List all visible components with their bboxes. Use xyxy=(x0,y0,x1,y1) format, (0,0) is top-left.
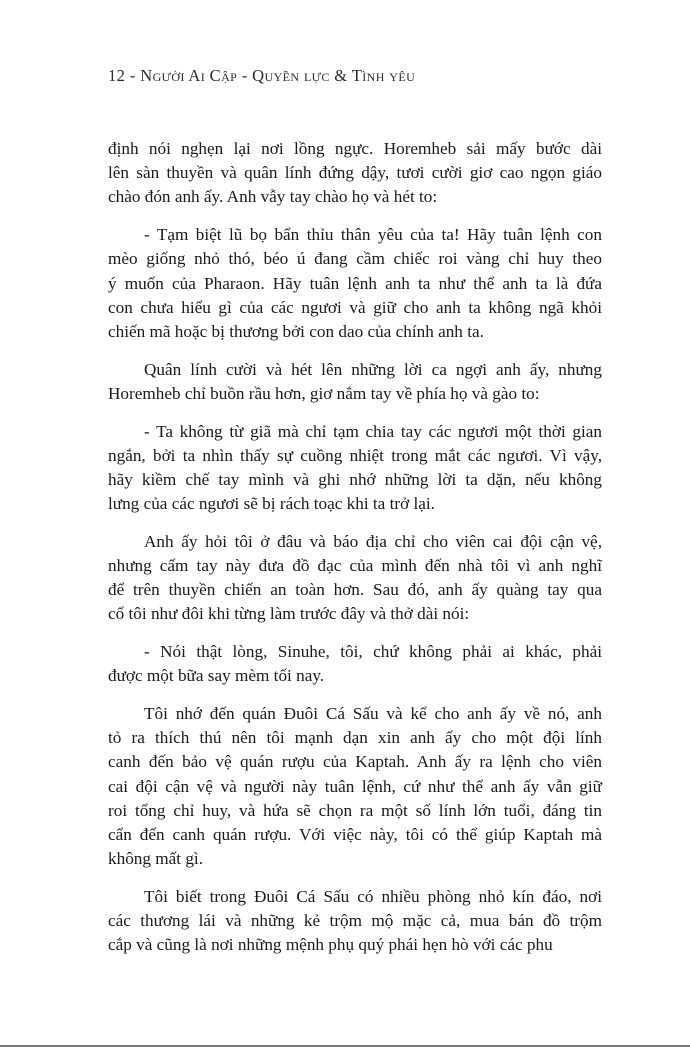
text-line: Anh ấy hỏi tôi ở đâu và báo địa chỉ cho viên cai đội cận vệ, xyxy=(144,531,602,551)
text-line: - Tạm biệt lũ bọ bẩn thỉu thân yêu của ta! Hãy tuân lệnh con xyxy=(144,225,602,245)
text-line: cổ tôi như đôi khi từng làm trước đây và thở dài nói: xyxy=(108,604,470,624)
text-line: chiến mã hoặc bị thương bởi con dao của chính anh ta. xyxy=(108,321,484,341)
text-line: mèo giống nhỏ thó, béo ú đang cầm chiếc roi vàng chỉ huy theo xyxy=(108,249,602,269)
paragraph xyxy=(108,223,602,344)
text-line: được một bữa say mèm tối nay. xyxy=(108,666,325,686)
text-line: chào đón anh ấy. Anh vẫy tay chào họ và hét to: xyxy=(108,187,438,207)
paragraph xyxy=(108,885,602,958)
text-line: lên sàn thuyền và quân lính đứng dậy, tươi cười giơ cao ngọn giáo xyxy=(108,163,602,183)
text-line: canh đến bảo vệ quán rượu của Kaptah. Anh ấy ra lệnh cho viên xyxy=(108,752,602,772)
paragraph xyxy=(108,137,602,210)
text-line: - Ta không từ giã mà chỉ tạm chia tay các ngươi một thời gian xyxy=(144,421,602,441)
text-line: Horemheb chỉ buồn rầu hơn, giơ nắm tay về phía họ và gào to: xyxy=(108,383,540,403)
text-line: hãy kiềm chế tay mình và ghi nhớ những lời ta dặn, nếu không xyxy=(108,469,602,489)
text-line: định nói nghẹn lại nơi lồng ngực. Horemheb sải mấy bước dài xyxy=(108,139,602,158)
text-line: Tôi biết trong Đuôi Cá Sấu có nhiều phòng nhỏ kín đáo, nơi xyxy=(144,886,602,906)
text-line: không mất gì. xyxy=(108,849,204,869)
page-number: 12 xyxy=(108,66,126,85)
text-line: cắp và cũng là nơi những mệnh phụ quý phái hẹn hò với các phu xyxy=(108,935,553,955)
text-line: nhưng cấm tay này đưa đồ đạc của mình đến nhà tôi vì anh nghĩ xyxy=(108,556,602,576)
body-text xyxy=(108,137,602,971)
text-line: Tôi nhớ đến quán Đuôi Cá Sấu và kể cho anh ấy về nó, anh xyxy=(144,704,602,724)
running-head xyxy=(108,66,415,86)
text-line: ngắn, bởi ta nhìn thấy sự cuồng nhiệt trong mắt các ngươi. Vì vậy, xyxy=(108,445,602,465)
paragraph xyxy=(108,640,602,688)
paragraph xyxy=(108,420,602,517)
bottom-rule xyxy=(0,1045,690,1047)
text-line: lưng của các ngươi sẽ bị rách toạc khi ta trở lại. xyxy=(108,494,435,514)
text-line: để trên thuyền chiến an toàn hơn. Sau đó, anh ấy quàng tay qua xyxy=(108,580,602,600)
text-line: các thương lái và những kẻ trộm mộ mặc cả, mua bán đồ trộm xyxy=(108,911,602,931)
text-line: - Nói thật lòng, Sinuhe, tôi, chứ không phải ai khác, phải xyxy=(144,642,602,662)
text-line: con chưa hiểu gì của các ngươi và giữ cho anh ta không ngã khỏi xyxy=(108,297,602,317)
paragraph xyxy=(108,358,602,406)
text-line: tỏ ra thích thú nên tôi mạnh dạn xin anh ấy cho một đội lính xyxy=(108,728,602,748)
text-line: cai đội cận vệ và người này tuân lệnh, cứ như thể anh ấy vẫn giữ xyxy=(108,776,602,796)
header-separator: - xyxy=(237,66,253,85)
text-line: ý muốn của Pharaon. Hãy tuân lệnh anh ta như thể anh ta là đứa xyxy=(108,273,602,293)
book-title: Người Ai Cập xyxy=(140,66,238,85)
paragraph xyxy=(108,702,602,871)
text-line: roi tổng chỉ huy, và hứa sẽ chọn ra một số lính lớn tuổi, đáng tin xyxy=(108,800,602,820)
text-line: Quân lính cười và hét lên những lời ca ngợi anh ấy, nhưng xyxy=(144,359,602,379)
paragraph xyxy=(108,530,602,627)
book-subtitle: Quyền lực & Tình yêu xyxy=(252,66,416,85)
header-separator: - xyxy=(125,66,141,85)
text-line: cẩn đến canh quán rượu. Với việc này, tôi có thể giúp Kaptah mà xyxy=(108,825,602,845)
